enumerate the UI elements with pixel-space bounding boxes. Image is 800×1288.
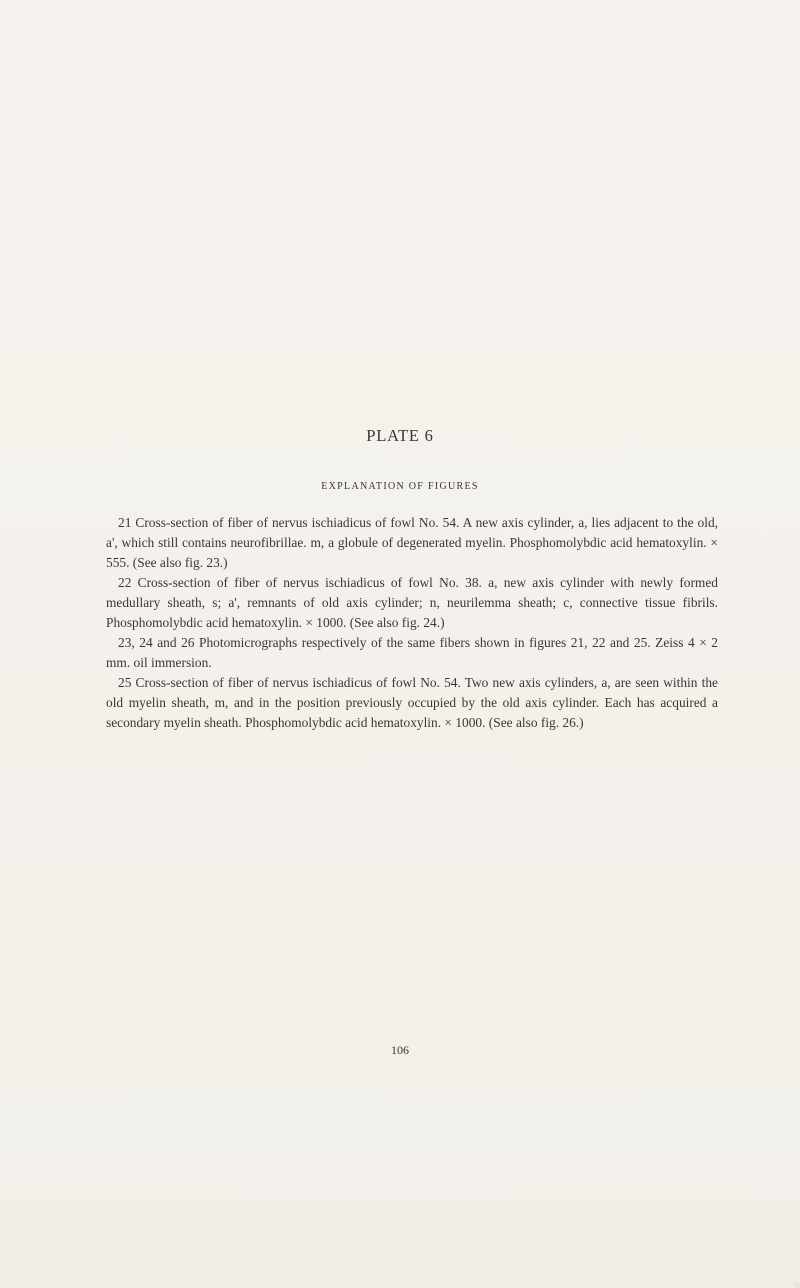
section-subtitle: EXPLANATION OF FIGURES bbox=[321, 481, 479, 492]
figures-23-24-26-caption: 23, 24 and 26 Photomicrographs respectively of the same fibers shown in figures 21, 22 and 25. Zeiss 4 × 2 mm. oil immersion. bbox=[106, 635, 718, 670]
plate-title: PLATE 6 bbox=[366, 426, 434, 445]
page-number: 106 bbox=[391, 1043, 409, 1057]
figure-21-caption: 21 Cross-section of fiber of nervus ischiadicus of fowl No. 54. A new axis cylinder, a, lies adjacent to the old, a', which still contains neurofibrillae. m, a globule of degenerated myelin. Phosphomolybdic acid hematoxylin. × 555. (See also fig. 23.) bbox=[106, 515, 718, 570]
figure-explanations bbox=[106, 513, 718, 733]
paper-speck bbox=[794, 1282, 800, 1288]
figure-22-caption: 22 Cross-section of fiber of nervus ischiadicus of fowl No. 38. a, new axis cylinder with newly formed medullary sheath, s; a', remnants of old axis cylinder; n, neurilemma sheath; c, connective tissue fibrils. Phosphomolybdic acid hematoxylin. × 1000. (See also fig. 24.) bbox=[106, 575, 718, 630]
figure-25-caption: 25 Cross-section of fiber of nervus ischiadicus of fowl No. 54. Two new axis cylinders, a, are seen within the old myelin sheath, m, and in the position previously occupied by the old axis cylinder. Each has acquired a secondary myelin sheath. Phosphomolybdic acid hematoxylin. × 1000. (See also fig. 26.) bbox=[106, 675, 718, 730]
